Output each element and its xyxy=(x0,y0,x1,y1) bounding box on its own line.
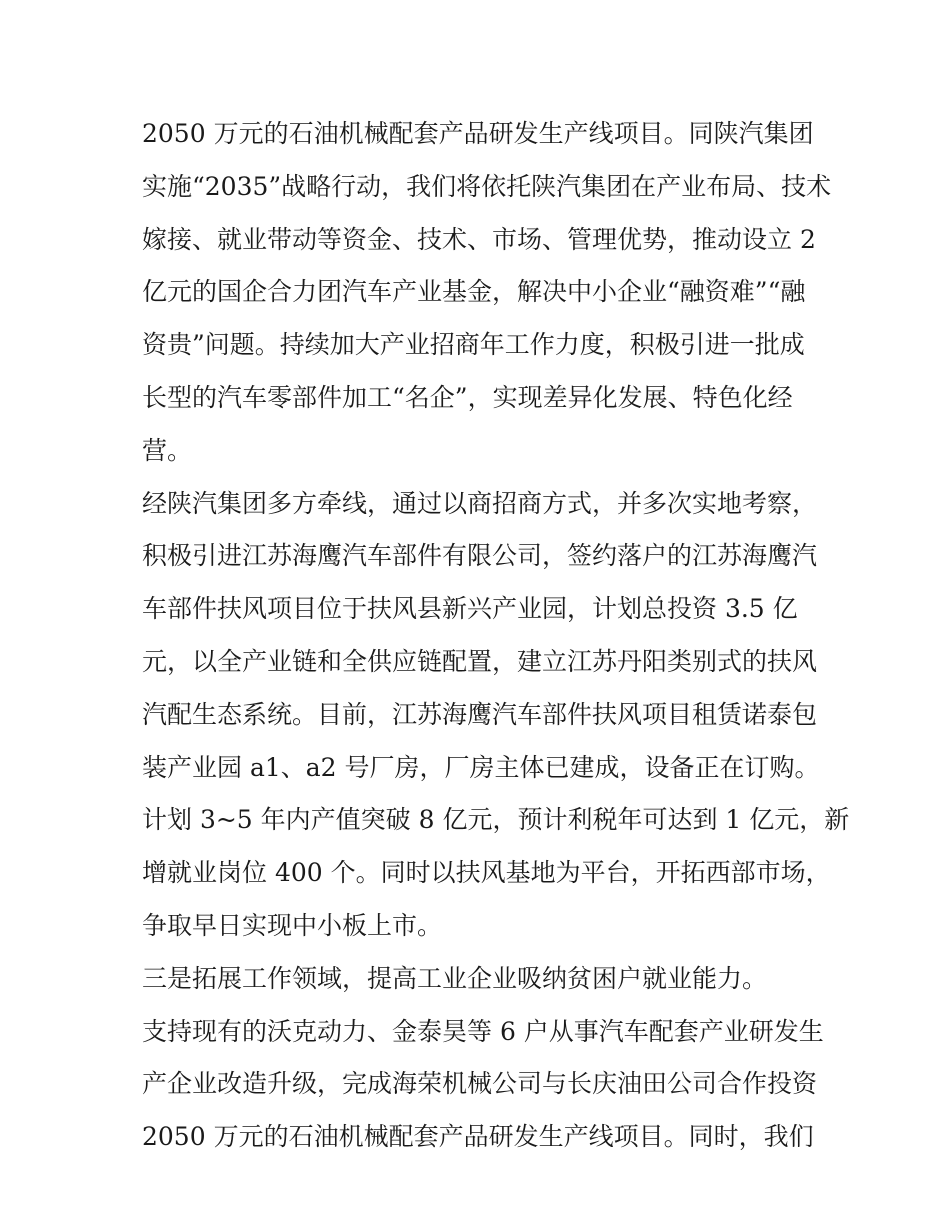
text-line: 产企业改造升级，完成海荣机械公司与长庆油田公司合作投资 xyxy=(142,1069,818,1099)
text-line: 营。 xyxy=(142,435,193,465)
text-line: 支持现有的沃克动力、金泰昊等 6 户从事汽车配套产业研发生 xyxy=(142,1016,824,1046)
text-line: 资贵”问题。持续加大产业招商年工作力度，积极引进一批成 xyxy=(142,330,805,360)
text-line: 积极引进江苏海鹰汽车部件有限公司，签约落户的江苏海鹰汽 xyxy=(142,541,818,571)
text-line: 亿元的国企合力团汽车产业基金，解决中小企业“融资难”“融 xyxy=(142,277,806,307)
text-line: 2050 万元的石油机械配套产品研发生产线项目。同陕汽集团 xyxy=(142,119,814,148)
text-line: 元，以全产业链和全供应链配置，建立江苏丹阳类别式的扶风 xyxy=(142,646,818,676)
text-line: 争取早日实现中小板上市。 xyxy=(142,910,443,940)
text-line: 装产业园 a1、a2 号厂房，厂房主体已建成，设备正在订购。 xyxy=(142,752,820,782)
text-line: 嫁接、就业带动等资金、技术、市场、管理优势，推动设立 2 xyxy=(142,224,816,254)
text-line: 实施“2035”战略行动，我们将依托陕汽集团在产业布局、技术 xyxy=(142,171,832,201)
text-line: 2050 万元的石油机械配套产品研发生产线项目。同时，我们 xyxy=(142,1122,814,1152)
text-line: 经陕汽集团多方牵线，通过以商招商方式，并多次实地考察， xyxy=(142,488,818,518)
text-line: 计划 3~5 年内产值突破 8 亿元，预计利税年可达到 1 亿元，新 xyxy=(142,805,850,835)
text-line: 车部件扶风项目位于扶风县新兴产业园，计划总投资 3.5 亿 xyxy=(142,594,798,624)
text-line: 汽配生态系统。目前，江苏海鹰汽车部件扶风项目租赁诺泰包 xyxy=(142,699,818,729)
body-text xyxy=(142,108,850,1164)
text-line: 三是拓展工作领域，提高工业企业吸纳贫困户就业能力。 xyxy=(142,963,768,993)
text-line: 长型的汽车零部件加工“名企”，实现差异化发展、特色化经 xyxy=(142,382,793,412)
text-line: 增就业岗位 400 个。同时以扶风基地为平台，开拓西部市场， xyxy=(142,858,831,888)
